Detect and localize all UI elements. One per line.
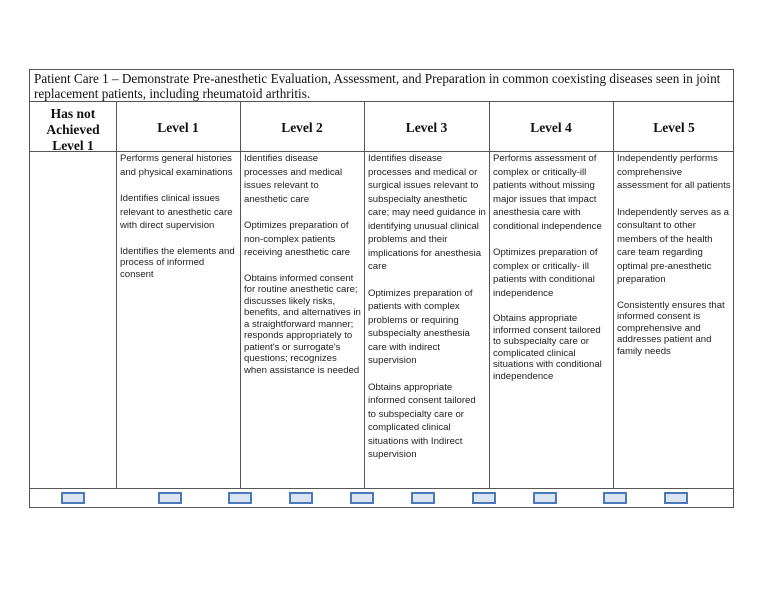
milestone-checkbox-level-3-5[interactable] <box>472 492 496 504</box>
header-level-1-label: Level 1 <box>157 120 199 135</box>
milestone-checkbox-level-5[interactable] <box>664 492 688 504</box>
level-5-item: Consistently ensures that informed consent is comprehensive and addresses patient and family needs <box>617 299 725 357</box>
level-2-item: Obtains informed consent for routine anesthetic care; discusses likely risks, benefits, and alternatives in a straightforward manner; responds appropriately to patient's or surrogate's questions; recognizes when assistance is needed <box>244 272 361 376</box>
level-3-item: Optimizes preparation of patients with complex problems or requiring subspecialty anesthesia care with indirect supervision <box>368 287 473 366</box>
header-not-achieved-line1: Has not <box>50 106 96 121</box>
milestone-title: Patient Care 1 – Demonstrate Pre-anesthetic Evaluation, Assessment, and Preparation in common coexisting diseases seen in joint replacement patients, including rheumatoid arthritis. <box>30 70 733 102</box>
header-level-5-label: Level 5 <box>653 120 695 135</box>
level-5-item: Independently serves as a consultant to other members of the health care team regarding optimal pre-anesthetic preparation <box>617 206 730 285</box>
level-4-item: Performs assessment of complex or critically-ill patients without missing major issues that impact anesthesia care with conditional independence <box>493 153 602 232</box>
level-1-item: Performs general histories and physical examinations <box>120 153 233 178</box>
milestone-checkbox-level-1-5[interactable] <box>228 492 252 504</box>
header-not-achieved-line2: Achieved <box>46 122 100 137</box>
level-2-cell <box>241 152 364 389</box>
level-5-cell <box>614 152 735 370</box>
level-3-item: Obtains appropriate informed consent tailored to subspecialty care or complicated clinical situations with Indirect supervision <box>368 381 476 460</box>
level-4-item: Obtains appropriate informed consent tailored to subspecialty care or complicated clinical situations with conditional independence <box>493 313 602 382</box>
level-3-cell <box>365 152 489 475</box>
level-1-item: Identifies the elements and process of informed consent <box>120 245 235 280</box>
header-level-4-label: Level 4 <box>530 120 572 135</box>
milestone-checkbox-level-2[interactable] <box>289 492 313 504</box>
milestone-checkbox-level-3[interactable] <box>411 492 435 504</box>
header-not-achieved-line3: Level 1 <box>52 138 94 153</box>
level-4-cell <box>490 152 613 395</box>
level-4-item: Optimizes preparation of complex or critically- ill patients with conditional independence <box>493 247 598 299</box>
level-3-item: Identifies disease processes and medical or surgical issues relevant to subspecialty anesthetic care; may need guidance in identifying unusual clinical problems and their implications for anesthesia care <box>368 153 486 272</box>
checkbox-row-divider <box>30 488 733 489</box>
milestone-checkbox-not-achieved[interactable] <box>61 492 85 504</box>
level-1-item: Identifies clinical issues relevant to anesthetic care with direct supervision <box>120 193 233 231</box>
milestone-checkbox-level-2-5[interactable] <box>350 492 374 504</box>
level-1-cell <box>117 152 240 293</box>
milestone-table <box>29 69 734 508</box>
header-level-3-label: Level 3 <box>405 120 448 135</box>
level-2-item: Optimizes preparation of non-complex patients receiving anesthetic care <box>244 220 351 258</box>
level-2-item: Identifies disease processes and medical issues relevant to anesthetic care <box>244 153 343 205</box>
header-not-achieved <box>30 102 116 220</box>
header-level-2-label: Level 2 <box>281 120 323 135</box>
milestone-checkbox-level-4-5[interactable] <box>603 492 627 504</box>
level-5-item: Independently performs comprehensive assessment for all patients <box>617 153 731 191</box>
milestone-checkbox-level-4[interactable] <box>533 492 557 504</box>
milestone-checkbox-level-1[interactable] <box>158 492 182 504</box>
